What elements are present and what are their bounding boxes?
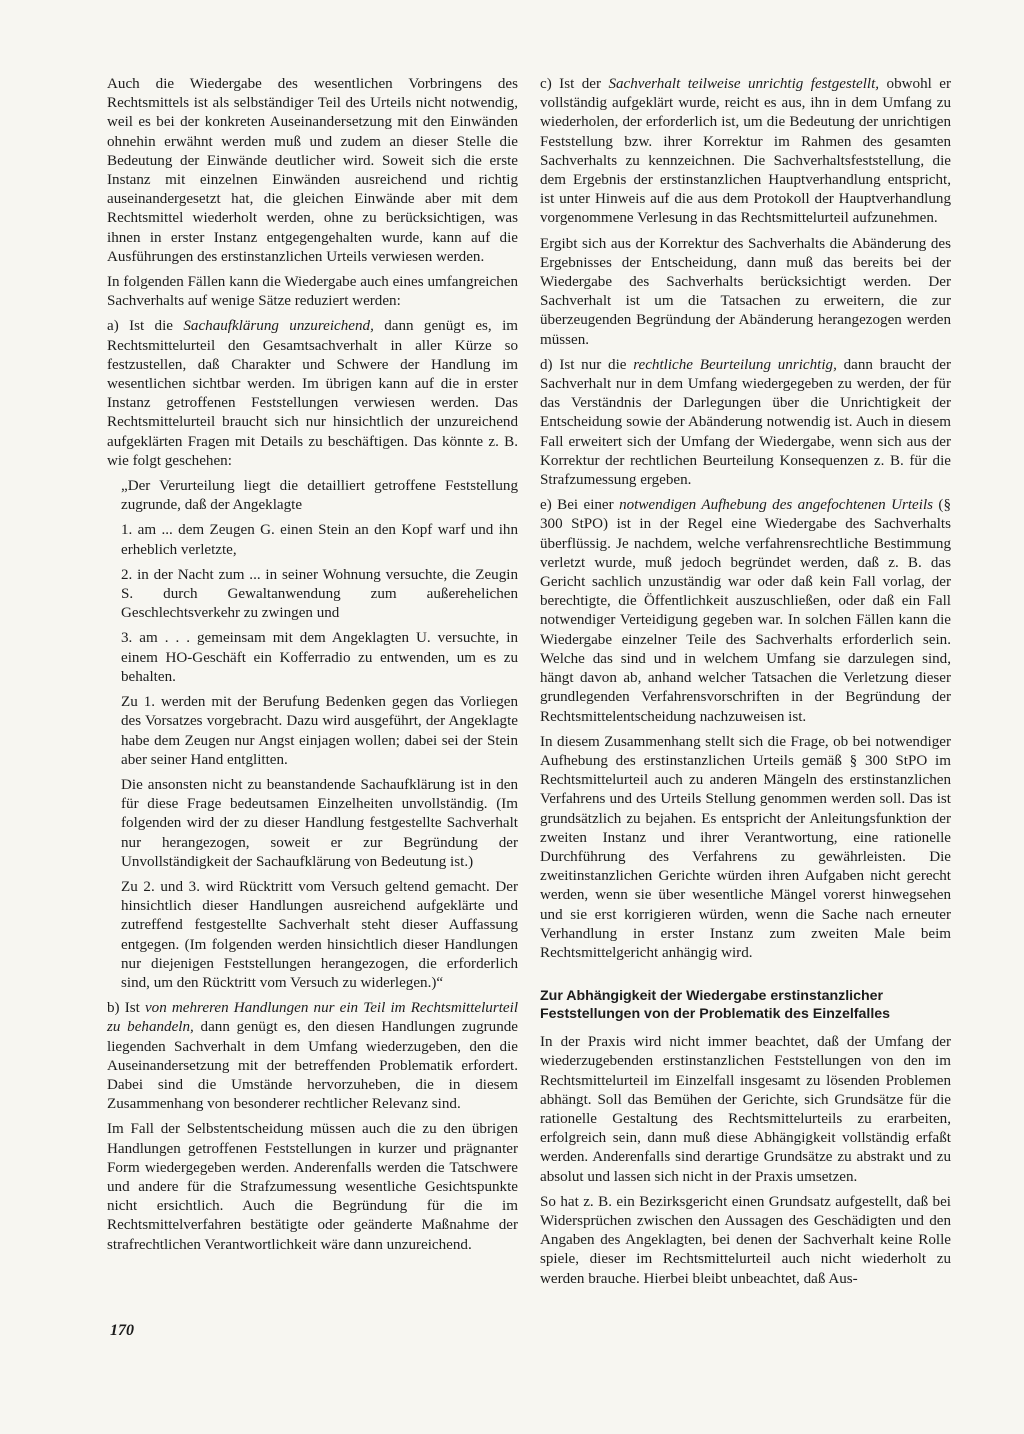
list-marker: b) Ist [107,1000,145,1017]
list-marker: d) Ist nur die [540,356,634,373]
paragraph [107,317,518,471]
section-heading: Zur Abhängigkeit der Wiedergabe erstinstanzlicher Feststellungen von der Problematik des Einzelfalles [540,988,891,1023]
paragraph: Im Fall der Selbstentscheidung müssen auch die zu den übrigen Handlungen getroffenen Feststellungen in kurzer und prägnanter Form wiedergegeben werden. Anderenfalls werden die Tatschwere und andere für die Strafzumessung wesentliche Gesichtspunkte nicht ersichtlich. Auch die Begründung für die im Rechtsmittelverfahren bestätigte oder geänderte Maßnahme der strafrechtlichen Verantwortlichkeit wäre dann unzureichend. [107,1121,518,1253]
paragraph: Auch die Wiedergabe des wesentlichen Vorbringens des Rechtsmittels ist als selbständiger Teil des Urteils nicht notwendig, weil es bei der konkreten Auseinandersetzung mit den Einwänden ohnehin erwähnt werden muß und zudem an dieser Stelle die Bedeutung der Einwände deutlicher wird. Soweit sich die erste Instanz mit einzelnen Einwänden ausreichend und richtig auseinandergesetzt hat, die gleichen Einwände aber mit dem Rechtsmittel wiederholt werden, ohne zu berücksichtigen, was ihnen in erster Instanz entgegengehalten wurde, kann auf die Ausführungen des erstinstanzlichen Urteils verwiesen werden. [107,76,518,265]
paragraph-text: dann genügt es, im Rechtsmittelurteil den Gesamtsachverhalt in aller Kürze so festzustellen, daß Charakter und Schwere der Handlung im wesentlichen sichtbar werden. Im übrigen kann auf die in erster Instanz getroffenen Feststellungen verwiesen werden. Das Rechtsmittelurteil braucht sich nur hinsichtlich der unzureichend aufgeklärten Fragen mit Details zu beschäftigen. Das könnte z. B. wie folgt geschehen: [107,318,518,469]
emphasis: Sachverhalt teilweise unrichtig festgestellt, [608,76,880,92]
quote-paragraph: 2. in der Nacht zum ... in seiner Wohnung versuchte, die Zeugin S. durch Gewaltanwendung zum außerehelichen Geschlechtsverkehr zu zwingen und [121,566,518,622]
quote-paragraph: 3. am . . . gemeinsam mit dem Angeklagten U. versuchte, in einem HO-Geschäft ein Kofferradio zu entwenden, um es zu behalten. [121,630,518,685]
quote-paragraph: Zu 1. werden mit der Berufung Bedenken gegen das Vorliegen des Vorsatzes vorgebracht. Dazu wird ausgeführt, der Angeklagte habe dem Zeugen nur Angst einjagen wollen; dabei sei der Stein aber seiner Hand entglitten. [121,694,518,768]
paragraph [540,496,951,726]
paragraph-text: dann braucht der Sachverhalt nur in dem Umfang wiedergegeben zu werden, der für das Verständnis der Darlegungen über die Unrichtigkeit der Entscheidung sowie der Abänderung notwendig ist. Auch in diesem Fall erweitert sich der Umfang der Wiedergabe, wenn sich aus der Korrektur der rechtlichen Beurteilung Konsequenzen z. B. für die Strafzumessung ergeben. [540,356,951,489]
emphasis: von mehreren Handlungen nur ein Teil im Rechtsmittelurteil zu behandeln, [107,1000,519,1036]
paragraph: In der Praxis wird nicht immer beachtet, daß der Umfang der wiederzugebenden erstinstanzlichen Feststellungen von den im Rechtsmittelurteil im Einzelfall insgesamt zu lösenden Problemen abhängt. Soll das Bemühen der Gerichte, sich Grundsätze für die rationelle Gestaltung des Rechtsmittelurteils zu erarbeiten, erfolgreich sein, dann muß diese Abhängigkeit vollständig erfaßt werden. Anderenfalls sind derartige Grundsätze zu abstrakt und zu absolut und lassen sich nicht in der Praxis umsetzen. [540,1034,951,1185]
page-number: 170 [110,1322,134,1339]
paragraph: In folgenden Fällen kann die Wiedergabe auch eines umfangreichen Sachverhalts auf wenige Sätze reduziert werden: [107,274,518,310]
quote-paragraph: „Der Verurteilung liegt die detailliert getroffene Feststellung zugrunde, daß der Angeklagte [121,478,518,514]
list-marker: e) Bei einer [540,497,620,514]
emphasis: notwendigen Aufhebung des angefochtenen Urteils [619,497,934,514]
paragraph-text: obwohl er vollständig aufgeklärt wurde, reicht es aus, ihn in dem Umfang zu wiederholen, der erforderlich ist, um die Bedeutung der unrichtigen Feststellung bzw. ihrer Korrektur im Rahmen des gesamten Sachverhalts zu kennzeichnen. Die Sachverhaltsfeststellung, die dem Ergebnis der erstinstanzlichen Hauptverhandlung entspricht, ist unter Hinweis auf die aus dem Protokoll der Hauptverhandlung vorgenommene Verlesung in das Rechtsmittelurteil aufzunehmen. [540,76,951,227]
list-marker: a) Ist die [107,318,184,335]
paragraph [540,75,951,229]
emphasis: rechtliche Beurteilung unrichtig, [633,356,837,373]
paragraph: In diesem Zusammenhang stellt sich die Frage, ob bei notwendiger Aufhebung des erstinstanzlichen Urteils gemäß § 300 StPO im Rechtsmittelurteil auch zu anderen Mängeln des erstinstanzlichen Verfahrens und des Urteils Stellung genommen werden soll. Das ist grundsätzlich zu bejahen. Es entspricht der Anleitungsfunktion der zweiten Instanz und ihrer Verantwortung, eine rationelle Durchführung des Verfahrens zu gewährleisten. Die zweitinstanzlichen Gerichte würden ihren Aufgaben nicht gerecht werden, wenn sie über wesentliche Mängel vorerst hinwegsehen und sie erst korrigieren würden, wenn die Sache nach erneuter Verhandlung in erster Instanz zum zweiten Male beim Rechtsmittelgericht anhängig wird. [540,733,951,961]
left-column [107,75,518,1261]
paragraph [540,356,951,490]
quote-paragraph: Zu 2. und 3. wird Rücktritt vom Versuch geltend gemacht. Der hinsichtlich dieser Handlungen ausreichend aufgeklärte und zutreffend festgestellte Sachverhalt steht dieser Auffassung entgegen. (Im folgenden werden hinsichtlich dieser Handlungen nur diejenigen Feststellungen herangezogen, die erforderlich sind, um den Rücktritt vom Versuch zu widerlegen.)“ [121,878,518,991]
quote-paragraph: 1. am ... dem Zeugen G. einen Stein an den Kopf warf und ihn erheblich verletzte, [121,522,518,558]
quote-paragraph: Die ansonsten nicht zu beanstandende Sachaufklärung ist in den für diese Frage bedeutsamen Einzelheiten unvollständig. (Im folgenden wird der zu dieser Handlung festgestellte Sachverhalt nur herangezogen, soweit er zur Begründung der Unvollständigkeit der Sachaufklärung von Bedeutung ist.) [121,776,518,870]
paragraph: So hat z. B. ein Bezirksgericht einen Grundsatz aufgestellt, daß bei Widersprüchen zwischen den Aussagen des Geschädigten und den Angaben des Angeklagten, bei denen der Sachverhalt keine Rolle spiele, dieser im Rechtsmittelurteil auch nicht wiederholt zu werden brauche. Hierbei bleibt unbeachtet, daß Aus- [540,1193,951,1287]
list-marker: c) Ist der [540,76,609,92]
paragraph: Ergibt sich aus der Korrektur des Sachverhalts die Abänderung des Ergebnisses der Entscheidung, dann muß das bereits bei der Wiedergabe des Sachverhalts berücksichtigt werden. Der Sachverhalt ist um die Tatsachen zu erweitern, die zur überzeugenden Begründung der Abänderung herangezogen werden müssen. [540,235,951,348]
right-column [540,75,951,1295]
paragraph [107,999,518,1114]
paragraph-text: dann genügt es, den diesen Handlungen zugrunde liegenden Sachverhalt in dem Umfang wiederzugeben, den die Auseinandersetzung mit der betreffenden Problematik erfordert. Dabei sind die Umstände hervorzuheben, die in diesem Zusammenhang von besonderer rechtlicher Relevanz sind. [107,1019,519,1113]
paragraph-text: (§ 300 StPO) ist in der Regel eine Wiedergabe des Sachverhalts überflüssig. Je nachdem, welche verfahrensrechtliche Bestimmung verletzt wurde, muß jedoch begründet werden, daß z. B. das Gericht sachlich unzuständig war oder daß kein Fall vorlag, der berechtigte, die Öffentlichkeit auszuschließen, oder daß ein Fall notwendiger Verteidigung gegeben war. In solchen Fällen kann die Wiedergabe einzelner Teile des Sachverhalts erforderlich sein. Welche das sind und in welchem Umfang sie darzulegen sind, hängt davon ab, anhand welcher Tatsachen die Verletzung dieser grundlegenden Verfahrensvorschriften in der Begründung der Rechtsmittelentscheidung nachzuweisen ist. [540,497,951,725]
emphasis: Sachaufklärung unzureichend, [183,318,374,335]
